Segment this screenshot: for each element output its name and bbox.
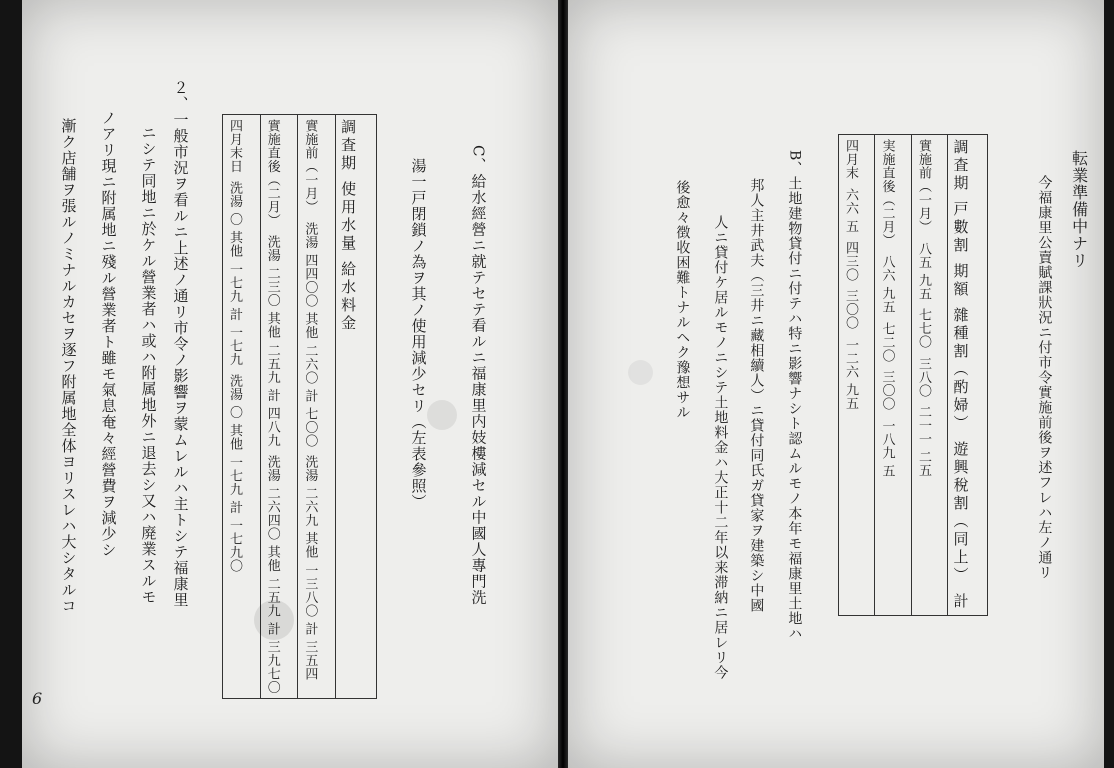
section-b-line-2: 邦人主井武夫（三井ニ藏相續人）ニ貸付同氏ガ貸家ヲ建築シ中國: [748, 178, 765, 613]
right-page: [568, 0, 1104, 768]
tax-period-april: 四月末: [843, 139, 858, 180]
tax-households-april: 六六 五: [843, 187, 858, 233]
tax-households-after: 八六 九五: [879, 255, 895, 314]
water-fee-before: 洗湯 二六九 其他 一三八〇 計 三五四: [302, 455, 318, 681]
paper-speck: [254, 600, 294, 640]
section-c-line-1: C、給水經營ニ就テセテ看ルニ福康里内妓樓減セル中國人專門洗: [469, 145, 488, 606]
tax-header-total: 計: [951, 592, 970, 611]
water-table-header: [336, 115, 377, 699]
tax-table: [838, 134, 988, 616]
tax-total-april: 一二六 九五: [843, 337, 858, 410]
tax-row-before: [911, 135, 947, 616]
water-table: [222, 114, 377, 699]
tax-ent-after: 三〇〇: [879, 370, 895, 411]
tax-header-period: 調査期: [951, 139, 970, 193]
water-period-before: 實施前（一月）: [302, 119, 318, 214]
section-2-line-4: 漸ク店舗ヲ張ルノミナルカセヲ逐フ附属地全体ヨリスレハ大シタルコ: [59, 118, 78, 614]
tax-header-ent: 遊興稅割（同上）: [951, 440, 970, 585]
section-2-line-3: ノアリ現ニ附属地ニ殘ル營業者ト雖モ氣息奄々經營費ヲ減少シ: [99, 110, 118, 558]
paper-speck: [628, 360, 653, 385]
water-volume-after: 洗湯 二三〇 其他 二五九 計 四八九: [264, 235, 280, 448]
title-line-1: 転業準備中ナリ: [1069, 150, 1089, 269]
water-fee-april: 洗湯 〇 其他 一七九 計 一七九〇: [227, 374, 242, 573]
tax-header-households: 戸數割 期額: [951, 201, 970, 299]
water-header-fee: 給水料金: [339, 261, 358, 333]
water-row-april: [223, 115, 261, 699]
title-line-2: 今福康里公賣賦課狀況ニ付市令實施前後ヲ述フレハ左ノ通リ: [1036, 175, 1053, 580]
tax-period-before: 實施前（一月）: [915, 139, 931, 234]
page-number: 6: [32, 689, 43, 708]
tax-ent-april: 三〇〇: [843, 289, 858, 330]
paper-speck: [427, 400, 457, 430]
tax-row-april: [839, 135, 875, 616]
tax-row-after: [875, 135, 911, 616]
water-row-before: [298, 115, 336, 699]
tax-total-before: 二一一 二五: [915, 405, 931, 478]
section-c-line-2: 湯一戸閉鎖ノ為ヲ其ノ使用減少セリ（左表參照）: [409, 158, 428, 510]
tax-table-header: [948, 135, 988, 616]
section-2-line-2: ニシテ同地ニ於ケル營業者ハ或ハ附属地外ニ退去シ又ハ廃業スルモ: [139, 125, 158, 605]
water-volume-before: 洗湯 四四〇〇 其他 二六〇 計 七〇〇: [302, 221, 318, 448]
left-page: [22, 0, 558, 768]
section-2-line-1: ２、一般市況ヲ看ルニ上述ノ通リ市令ノ影響ヲ蒙ムレルハ主トシテ福康里: [171, 80, 190, 608]
tax-misc-before: 七七〇: [915, 308, 931, 349]
water-period-after: 實施直後（二月）: [264, 119, 280, 227]
tax-period-after: 実施直後（二月）: [879, 139, 895, 247]
tax-header-misc: 雜種割（酌婦）: [951, 306, 970, 433]
tax-misc-after: 七二〇: [879, 321, 895, 363]
water-header-period: 調査期: [339, 119, 358, 173]
water-period-april: 四月末日: [227, 119, 242, 173]
water-volume-april: 洗湯 〇 其他 一七九 計 一七九: [227, 181, 242, 367]
section-b-line-3: 人ニ貸付ケ居ルモノニシテ土地料金ハ大正十二年以来滞納ニ居レリ今: [712, 215, 729, 680]
section-b-line-4: 後愈々徴收困難トナルヘク豫想サル: [674, 180, 691, 420]
section-b-line-1: B、土地建物貸付ニ付テハ特ニ影響ナシト認ムルモノ本年モ福康里土地ハ: [786, 150, 803, 642]
tax-ent-before: 三八〇: [915, 356, 931, 398]
water-fee-after: 洗湯 二六四〇 其他 二五九 計 三九七〇: [264, 455, 280, 695]
water-header-volume: 使用水量: [339, 181, 358, 253]
tax-total-after: 一八九 五: [879, 418, 895, 478]
tax-misc-april: 四三〇: [843, 240, 858, 282]
book-gutter: [558, 0, 568, 768]
tax-households-before: 八五 九五: [915, 241, 931, 301]
